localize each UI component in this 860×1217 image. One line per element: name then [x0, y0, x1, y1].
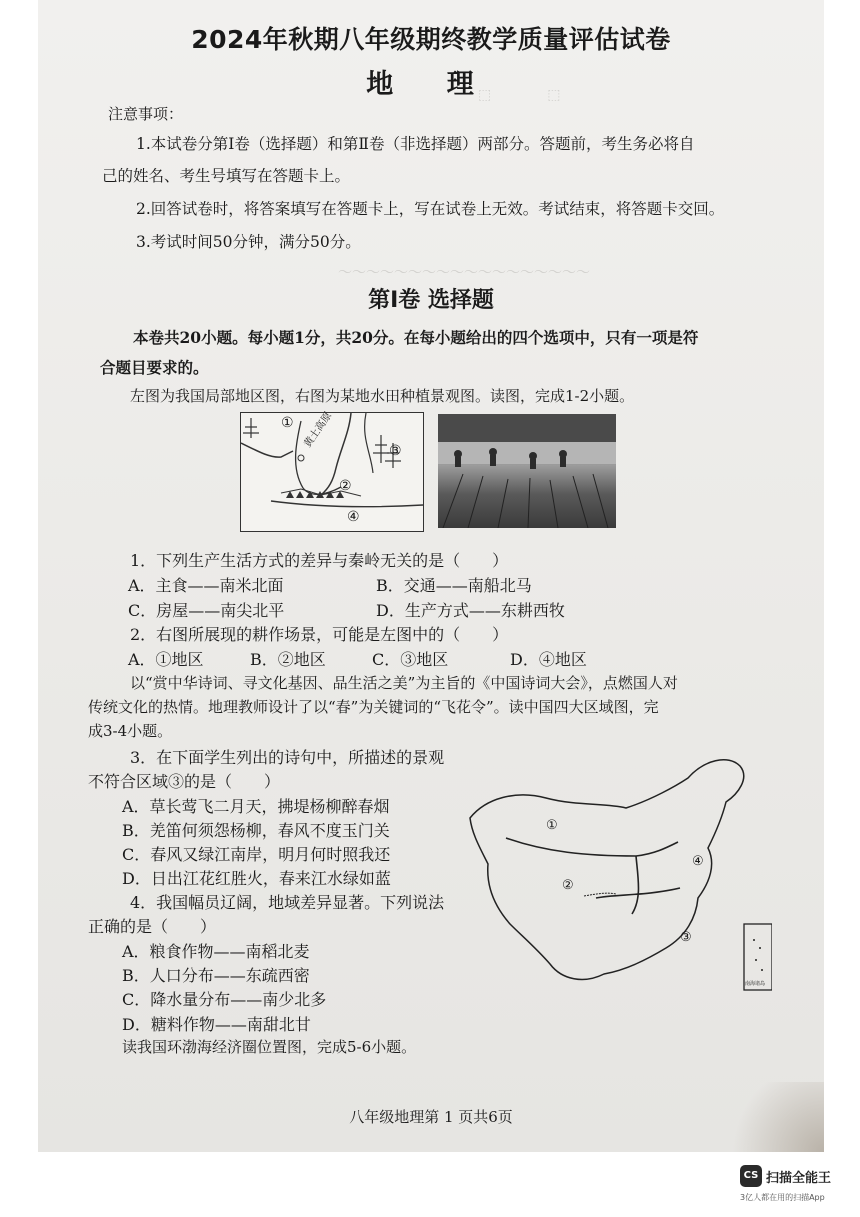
question-2-option-a: A．①地区 — [128, 650, 204, 669]
question-4-stem-cont: 正确的是（ ） — [88, 917, 217, 936]
exam-title: 2024年秋期八年级期终教学质量评估试卷 — [191, 25, 671, 54]
question-4-option-b: B．人口分布——东疏西密 — [122, 966, 310, 985]
question-3-option-b: B．羌笛何须怨杨柳，春风不度玉门关 — [122, 821, 390, 840]
question-3-option-d: D．日出江花红胜火，春来江水绿如蓝 — [122, 869, 391, 888]
question-3-stem: 3．在下面学生列出的诗句中，所描述的景观 — [130, 748, 445, 767]
question-2-option-c: C．③地区 — [372, 650, 449, 669]
map-label-4: ④ — [347, 509, 360, 525]
regional-map-figure — [240, 412, 424, 532]
question-1-option-a: A．主食——南米北面 — [128, 576, 284, 595]
app-name: 扫描全能王 — [766, 1171, 832, 1186]
group-56-intro: 读我国环渤海经济圈位置图，完成5-6小题。 — [122, 1038, 417, 1056]
question-3-option-a: A．草长莺飞二月天，拂堤杨柳醉春烟 — [122, 797, 390, 816]
group-34-intro-end: 成3-4小题。 — [88, 722, 173, 740]
question-1-stem: 1．下列生产生活方式的差异与秦岭无关的是（ ） — [130, 551, 509, 570]
notice-item-1-cont: 己的姓名、考生号填写在答题卡上。 — [102, 167, 351, 185]
finger-shadow — [714, 1082, 824, 1152]
section-desc: 本卷共20小题。每小题1分，共20分。在每小题给出的四个选项中，只有一项是符 — [133, 328, 699, 347]
question-1-option-c: C．房屋——南尖北平 — [128, 601, 285, 620]
china-outline-svg — [466, 748, 772, 996]
group-34-intro: 以“赏中华诗词、寻文化基因、品生活之美”为主旨的《中国诗词大会》，点燃国人对 — [130, 674, 678, 692]
scanner-app-logo — [740, 1165, 850, 1215]
question-3-stem-cont: 不符合区域③的是（ ） — [88, 772, 281, 791]
question-1-option-d: D．生产方式——东耕西牧 — [376, 601, 565, 620]
notice-item-1: 1.本试卷分第Ⅰ卷（选择题）和第Ⅱ卷（非选择题）两部分。答题前，考生务必将自 — [136, 135, 695, 153]
group-34-intro-cont: 传统文化的热情。地理教师设计了以“春”为关键词的“飞花令”。读中国四大区域图，完 — [88, 698, 659, 716]
page-footer: 八年级地理第 1 页共6页 — [349, 1108, 513, 1126]
question-3-option-c: C．春风又绿江南岸，明月何时照我还 — [122, 845, 391, 864]
region-label-3: ③ — [680, 930, 692, 945]
question-1-option-b: B．交通——南船北马 — [376, 576, 532, 595]
question-4-option-c: C．降水量分布——南少北多 — [122, 990, 327, 1009]
subject-title: 地 理 — [366, 69, 496, 100]
app-tagline: 3亿人都在用的扫描App — [740, 1193, 825, 1202]
camscanner-icon: CS — [740, 1165, 762, 1187]
question-4-option-d: D．糖料作物——南甜北甘 — [122, 1015, 311, 1034]
question-4-option-a: A．粮食作物——南稻北麦 — [122, 942, 310, 961]
paddy-photo-svg — [438, 414, 616, 528]
regional-map-svg — [241, 413, 423, 531]
group-12-intro: 左图为我国局部地区图，右图为某地水田种植景观图。读图，完成1-2小题。 — [130, 387, 635, 405]
region-label-1: ① — [546, 818, 558, 833]
scanned-exam-page — [38, 0, 824, 1152]
question-2-option-d: D．④地区 — [510, 650, 587, 669]
china-regions-map — [466, 748, 772, 996]
bleed-through-text: ⬚ ⬚ — [478, 87, 561, 103]
paddy-field-photo — [438, 414, 616, 528]
map-label-3: ③ — [389, 443, 402, 459]
question-2-option-b: B．②地区 — [250, 650, 326, 669]
map-label-plateau: 黄土高原 — [302, 410, 335, 450]
question-2-stem: 2．右图所展现的耕作场景，可能是左图中的（ ） — [130, 625, 509, 644]
map-label-1: ① — [281, 415, 294, 431]
notice-item-3: 3.考试时间50分钟，满分50分。 — [136, 233, 361, 251]
bleed-through-text: ～～～～～～～～～～～～～～～～～～ — [338, 265, 590, 281]
inset-label: 南海诸岛 — [745, 981, 766, 987]
notice-item-2: 2.回答试卷时，将答案填写在答题卡上，写在试卷上无效。考试结束，将答题卡交回。 — [136, 200, 725, 218]
region-label-2: ② — [562, 878, 574, 893]
notice-heading: 注意事项： — [108, 105, 184, 123]
section-title: 第Ⅰ卷 选择题 — [368, 288, 494, 313]
map-label-2: ② — [339, 478, 352, 494]
region-label-4: ④ — [692, 854, 704, 869]
question-4-stem: 4．我国幅员辽阔，地域差异显著。下列说法 — [130, 893, 445, 912]
section-desc-cont: 合题目要求的。 — [100, 358, 209, 377]
